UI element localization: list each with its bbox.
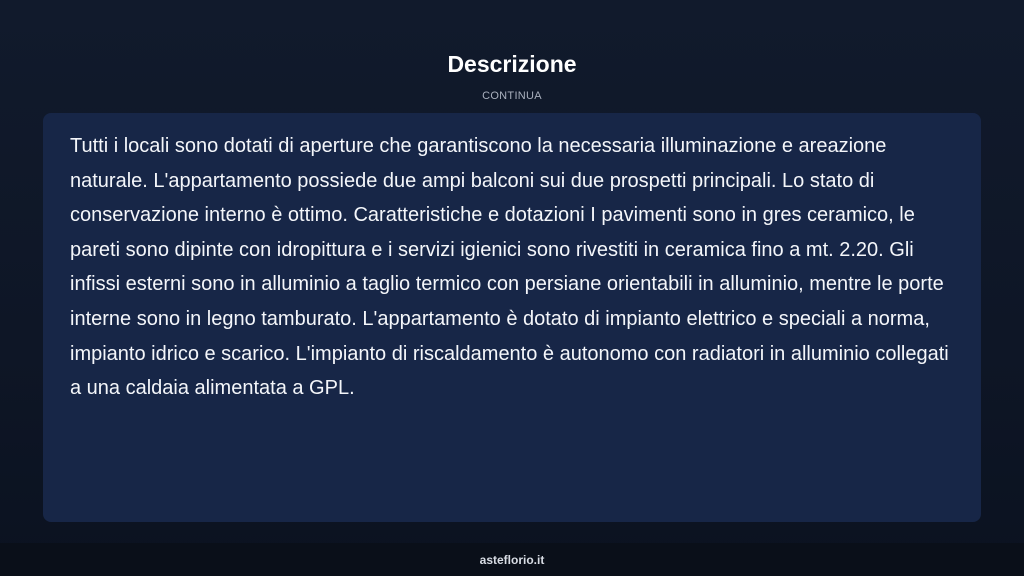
description-card bbox=[43, 113, 981, 522]
footer-site-label: asteflorio.it bbox=[479, 553, 545, 567]
continua-label: CONTINUA bbox=[482, 90, 542, 102]
description-text: Tutti i locali sono dotati di aperture che garantiscono la necessaria illuminazione e areazione naturale. L'appartamento possiede due ampi balconi sui due prospetti principali. Lo stato di conservazione interno è ottimo. Caratteristiche e dotazioni I pavimenti sono in gres ceramico, le pareti sono dipinte con idropittura e i servizi igienici sono rivestiti in ceramica fino a mt. 2.20. Gli infissi esterni sono in alluminio a taglio termico con persiane orientabili in alluminio, mentre le porte interne sono in legno tamburato. L'appartamento è dotato di impianto elettrico e speciali a norma, impianto idrico e scarico. L'impianto di riscaldamento è autonomo con radiatori in alluminio collegati a una caldaia alimentata a GPL. bbox=[70, 135, 949, 400]
footer-bar bbox=[0, 543, 1024, 576]
page-title: Descrizione bbox=[447, 51, 577, 77]
